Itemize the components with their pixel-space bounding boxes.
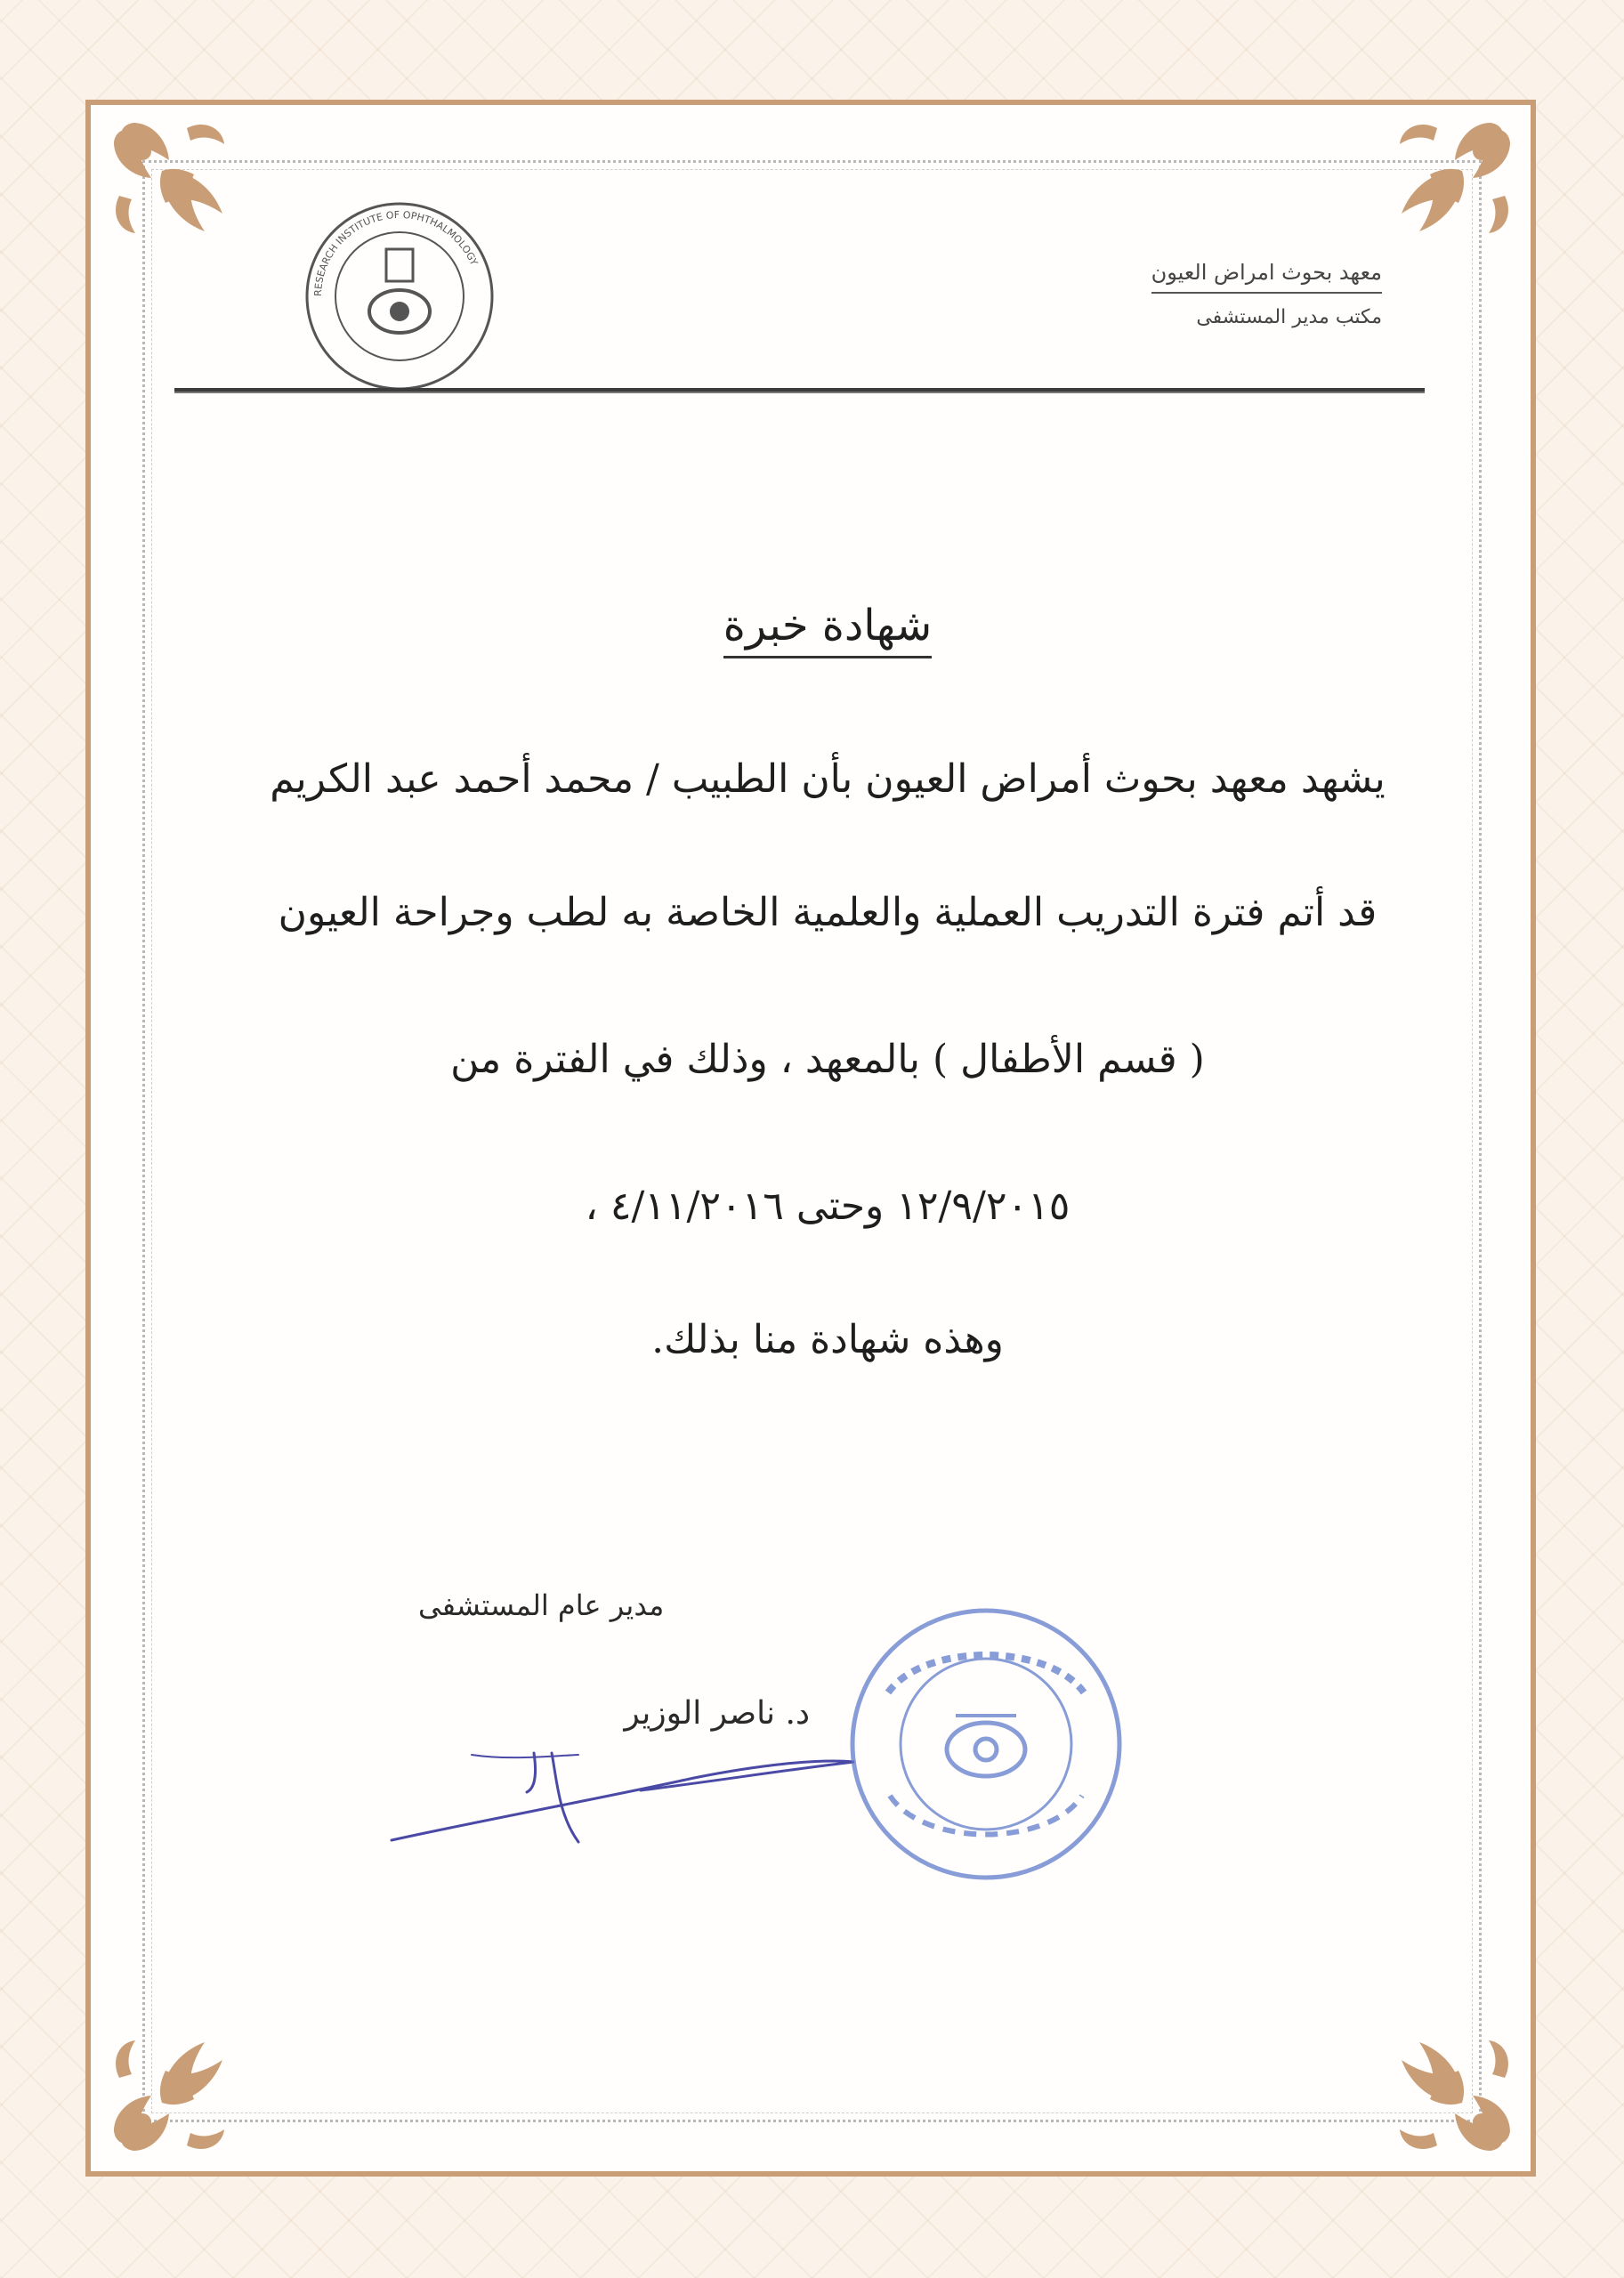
signatory-name: د. ناصر الوزير: [624, 1695, 810, 1732]
certificate-line-2: قد أتم فترة التدريب العملية والعلمية الخاصة به لطب وجراحة العيون: [278, 890, 1378, 935]
official-stamp: [835, 1593, 1137, 1895]
corner-ornament-bottom-left: [98, 2015, 249, 2167]
institute-name: معهد بحوث امراض العيون: [1151, 260, 1382, 294]
institute-header: [1008, 260, 1382, 328]
signatory-title: مدير عام المستشفى: [418, 1588, 665, 1622]
handwritten-signature: [374, 1735, 872, 1869]
certificate-closing: وهذه شهادة منا بذلك.: [651, 1317, 1004, 1362]
header-divider: [174, 388, 1425, 393]
logo-caption: RESEARCH INSTITUTE OF OPHTHALMOLOGY: [311, 208, 481, 297]
corner-ornament-top-left: [98, 107, 249, 258]
certificate-line-1: يشهد معهد بحوث أمراض العيون بأن الطبيب / محمد أحمد عبد الكريم: [270, 756, 1386, 802]
certificate-dates: ١٢/٩/٢٠١٥ وحتى ٤/١١/٢٠١٦ ،: [585, 1183, 1071, 1229]
corner-ornament-bottom-right: [1375, 2015, 1526, 2167]
certificate-title-text: شهادة خبرة: [723, 601, 933, 658]
certificate-line-3: ( قسم الأطفال ) بالمعهد ، وذلك في الفترة من: [450, 1037, 1205, 1082]
office-name: مكتب مدير المستشفى: [1196, 306, 1382, 328]
certificate-title: [267, 601, 1388, 650]
corner-ornament-top-right: [1375, 107, 1526, 258]
institute-logo: [301, 198, 498, 395]
